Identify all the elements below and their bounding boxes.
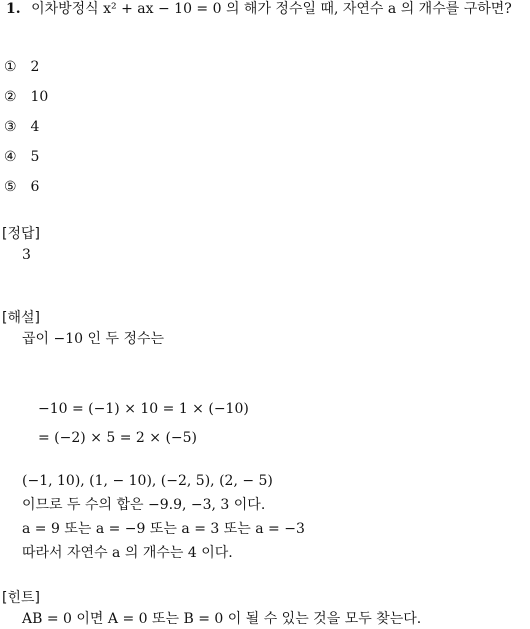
choice-2-value: 10 <box>30 89 49 105</box>
answer-value: 3 <box>22 247 31 263</box>
choice-3[interactable] <box>4 118 39 136</box>
explanation-intro: 곱이 −10 인 두 정수는 <box>22 331 165 347</box>
sums-statement: 이므로 두 수의 합은 −9.9, −3, 3 이다. <box>22 497 266 513</box>
equation-line-1: −10 = (−1) × 10 = 1 × (−10) <box>38 401 249 417</box>
choice-3-value: 4 <box>30 119 40 135</box>
question <box>6 0 512 18</box>
choice-4-mark: ④ <box>4 149 17 165</box>
conclusion: 따라서 자연수 a 의 개수는 4 이다. <box>22 545 233 561</box>
choice-5-value: 6 <box>30 179 40 195</box>
choice-5-mark: ⑤ <box>4 179 17 195</box>
question-number: 1. <box>6 1 21 17</box>
choice-4[interactable] <box>4 148 39 166</box>
hint-label: [힌트] <box>2 590 40 606</box>
equation-line-2: = (−2) × 5 = 2 × (−5) <box>38 430 198 446</box>
answer-label: [정답] <box>2 226 40 242</box>
integer-pairs: (−1, 10), (1, − 10), (−2, 5), (2, − 5) <box>22 473 273 489</box>
choice-2-mark: ② <box>4 89 17 105</box>
choice-1[interactable] <box>4 58 39 76</box>
choice-1-value: 2 <box>30 59 40 75</box>
choice-5[interactable] <box>4 178 39 196</box>
choice-3-mark: ③ <box>4 119 17 135</box>
choice-1-mark: ① <box>4 59 17 75</box>
explanation-label: [해설] <box>2 310 40 326</box>
hint-text: AB = 0 이면 A = 0 또는 B = 0 이 될 수 있는 것을 모두 찾는다. <box>22 611 422 627</box>
choice-2[interactable] <box>4 88 48 106</box>
choice-4-value: 5 <box>30 149 40 165</box>
a-values: a = 9 또는 a = −9 또는 a = 3 또는 a = −3 <box>22 521 305 537</box>
question-text: 이차방정식 x² + ax − 10 = 0 의 해가 정수일 때, 자연수 a 의 개수를 구하면? <box>31 1 512 17</box>
